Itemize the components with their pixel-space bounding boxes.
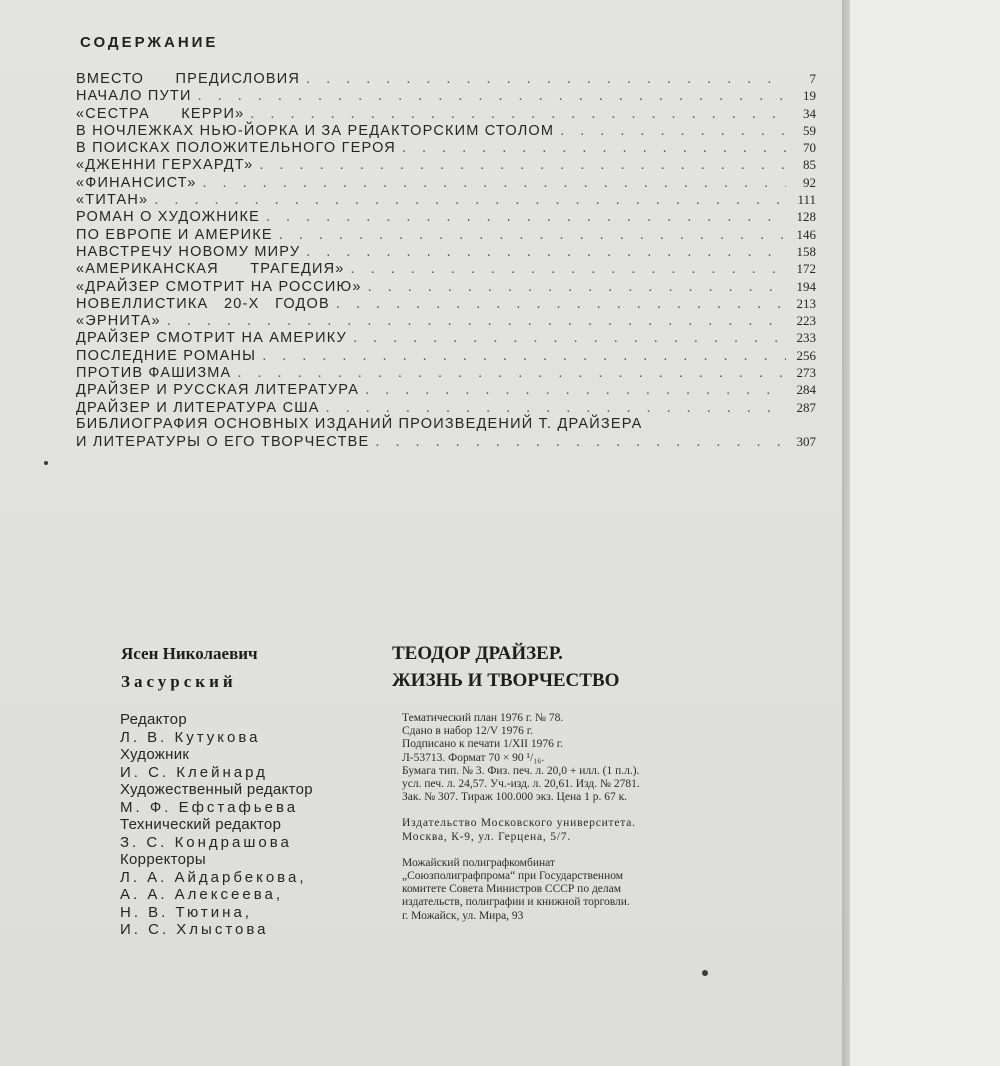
credit-person: Л. А. Айдарбекова,	[120, 868, 307, 886]
toc-entry	[76, 243, 816, 260]
imprint-spacer	[402, 804, 742, 817]
credit-role: Технический редактор	[120, 816, 282, 833]
toc-leader-dots	[253, 157, 786, 174]
toc-entry	[76, 399, 816, 416]
toc-entry	[76, 381, 816, 398]
toc-entry-title: ПРОТИВ ФАШИЗМА	[76, 365, 232, 382]
toc-entry	[76, 295, 816, 312]
toc-entry	[76, 70, 816, 87]
toc-entry-page: 85	[803, 157, 816, 173]
toc-entry	[76, 208, 816, 225]
toc-entry	[76, 416, 816, 433]
toc-entry-page: 34	[803, 105, 816, 121]
credit-person: Н. В. Тютина,	[120, 903, 252, 921]
toc-entry-page: 111	[797, 192, 816, 208]
credits-list	[120, 711, 313, 939]
imprint-line: усл. печ. л. 24,57. Уч.-изд. л. 20,61. Изд. № 2781.	[402, 778, 640, 791]
toc-entry-title: БИБЛИОГРАФИЯ ОСНОВНЫХ ИЗДАНИЙ ПРОИЗВЕДЕНИЙ Т. ДРАЙЗЕРА	[76, 415, 643, 432]
toc-entry-title: ПОСЛЕДНИЕ РОМАНЫ	[76, 347, 257, 364]
imprint-block	[402, 712, 742, 923]
toc-entry-title: НАЧАЛО ПУТИ	[76, 88, 192, 105]
toc-entry	[76, 364, 816, 381]
toc-heading: СОДЕРЖАНИЕ	[80, 34, 219, 51]
toc-entry-page: 128	[796, 209, 816, 225]
toc-entry	[76, 312, 816, 329]
credit-person: А. А. Алексеева,	[120, 886, 284, 903]
toc-entry-page: 70	[803, 140, 816, 156]
toc-entry-page: 7	[809, 71, 816, 86]
author-name: Ясен Николаевич	[121, 644, 258, 663]
book-title	[392, 640, 619, 694]
toc-entry-page: 233	[796, 330, 816, 346]
toc-leader-dots	[359, 382, 786, 399]
toc-entry	[76, 156, 816, 173]
toc-entry-title: ПО ЕВРОПЕ И АМЕРИКЕ	[76, 226, 273, 243]
toc-entry	[76, 87, 816, 104]
toc-entry-page: 194	[796, 278, 816, 294]
toc-entry-page: 172	[796, 261, 816, 277]
toc-entry-page: 213	[796, 295, 816, 311]
toc-entry-title: ДРАЙЗЕР И ЛИТЕРАТУРА США	[76, 399, 320, 416]
table-of-contents	[76, 70, 816, 451]
toc-leader-dots	[362, 279, 786, 296]
toc-leader-dots	[148, 192, 786, 209]
toc-leader-dots	[396, 140, 786, 157]
toc-entry-page: 59	[803, 122, 816, 138]
credit-role: Художник	[120, 746, 190, 763]
credit-person: М. Ф. Ефстафьева	[120, 798, 299, 816]
toc-entry	[76, 139, 816, 156]
toc-leader-dots	[192, 88, 786, 105]
toc-entry-title: «ДРАЙЗЕР СМОТРИТ НА РОССИЮ»	[76, 278, 362, 295]
credit-role: Художественный редактор	[120, 781, 313, 798]
credit-role: Корректоры	[120, 851, 207, 868]
toc-leader-dots	[273, 227, 786, 244]
imprint-line: Бумага тип. № 3. Физ. печ. л. 20,0 + илл. (1 п.л.).	[402, 764, 640, 777]
toc-entry	[76, 226, 816, 243]
toc-entry-title: И ЛИТЕРАТУРЫ О ЕГО ТВОРЧЕСТВЕ	[76, 434, 370, 451]
printer-line: комитете Совета Министров СССР по делам	[402, 883, 622, 896]
toc-leader-dots	[260, 209, 786, 226]
toc-entry-title: «АМЕРИКАНСКАЯ ТРАГЕДИЯ»	[76, 261, 345, 278]
toc-entry-title: «ФИНАНСИСТ»	[76, 174, 197, 191]
toc-entry-title: В ПОИСКАХ ПОЛОЖИТЕЛЬНОГО ГЕРОЯ	[76, 140, 396, 157]
credit-person: Л. В. Кутукова	[120, 728, 261, 746]
toc-entry-page: 256	[796, 347, 816, 363]
toc-entry-page: 146	[796, 226, 816, 242]
credit-person: И. С. Хлыстова	[120, 921, 269, 938]
imprint-spacer	[402, 844, 742, 857]
toc-entry-page: 223	[796, 313, 816, 329]
imprint-line: Сдано в набор 12/V 1976 г.	[402, 725, 534, 738]
toc-leader-dots	[300, 71, 786, 88]
toc-entry-page: 273	[796, 365, 816, 381]
credit-person: З. С. Кондрашова	[120, 833, 292, 851]
toc-entry-title: РОМАН О ХУДОЖНИКЕ	[76, 209, 260, 226]
toc-entry	[76, 191, 816, 208]
toc-entry	[76, 433, 816, 450]
toc-leader-dots	[554, 123, 786, 140]
toc-entry-title: «ТИТАН»	[76, 192, 149, 209]
toc-entry-page: 284	[796, 382, 816, 398]
imprint-line: Л-53713. Формат 70 × 90 ¹/₁₆.	[402, 751, 545, 764]
toc-leader-dots	[256, 348, 786, 365]
toc-entry-page: 19	[803, 88, 816, 104]
toc-entry-title: «ЭРНИТА»	[76, 313, 161, 330]
book-title-line: ТЕОДОР ДРАЙЗЕР.	[392, 643, 563, 664]
printer-line: издательств, полиграфии и книжной торговли.	[402, 896, 630, 909]
toc-entry	[76, 278, 816, 295]
toc-leader-dots	[231, 365, 786, 382]
page-edge-shadow	[842, 0, 850, 1066]
toc-leader-dots	[347, 330, 786, 347]
toc-entry-page: 287	[796, 399, 816, 415]
toc-entry	[76, 329, 816, 346]
toc-entry-title: «СЕСТРА КЕРРИ»	[76, 105, 245, 122]
toc-entry	[76, 260, 816, 277]
imprint-line: Подписано к печати 1/XII 1976 г.	[402, 738, 564, 751]
toc-entry	[76, 122, 816, 139]
toc-leader-dots	[244, 106, 786, 123]
printer-line: г. Можайск, ул. Мира, 93	[402, 909, 524, 922]
toc-leader-dots	[330, 296, 786, 313]
credit-role: Редактор	[120, 711, 187, 728]
toc-entry	[76, 174, 816, 191]
print-speck	[44, 461, 48, 465]
toc-entry-title: НАВСТРЕЧУ НОВОМУ МИРУ	[76, 243, 301, 260]
publisher-line: Москва, К-9, ул. Герцена, 5/7.	[402, 830, 571, 843]
adjacent-page	[850, 0, 1000, 1066]
toc-entry-title: ДРАЙЗЕР СМОТРИТ НА АМЕРИКУ	[76, 330, 347, 347]
printer-line: Можайский полиграфкомбинат	[402, 856, 555, 869]
toc-entry-title: НОВЕЛЛИСТИКА 20-Х ГОДОВ	[76, 295, 330, 312]
toc-entry-title: ДРАЙЗЕР И РУССКАЯ ЛИТЕРАТУРА	[76, 382, 360, 399]
toc-leader-dots	[197, 175, 787, 192]
toc-leader-dots	[369, 434, 786, 451]
toc-entry-page: 92	[803, 174, 816, 190]
toc-entry-title: «ДЖЕННИ ГЕРХАРДТ»	[76, 157, 254, 174]
credit-person: И. С. Клейнард	[120, 763, 268, 781]
printer-line: „Союзполиграфпрома“ при Государственном	[402, 870, 624, 883]
toc-entry	[76, 347, 816, 364]
book-title-line: ЖИЗНЬ И ТВОРЧЕСТВО	[392, 670, 620, 691]
toc-entry-page: 307	[796, 434, 816, 450]
toc-leader-dots	[161, 313, 786, 330]
imprint-line: Зак. № 307. Тираж 100.000 экз. Цена 1 р. 67 к.	[402, 791, 628, 804]
toc-leader-dots	[345, 261, 786, 278]
toc-entry-title: ВМЕСТО ПРЕДИСЛОВИЯ	[76, 71, 301, 87]
toc-entry-title: В НОЧЛЕЖКАХ НЬЮ-ЙОРКА И ЗА РЕДАКТОРСКИМ СТОЛОМ	[76, 122, 555, 139]
toc-leader-dots	[300, 244, 786, 261]
toc-entry-page: 158	[796, 243, 816, 259]
print-speck	[702, 970, 708, 976]
author-surname: Засурский	[121, 672, 237, 691]
toc-entry	[76, 105, 816, 122]
imprint-line: Тематический план 1976 г. № 78.	[402, 712, 564, 724]
publisher-line: Издательство Московского университета.	[402, 817, 636, 830]
toc-leader-dots	[320, 400, 786, 417]
